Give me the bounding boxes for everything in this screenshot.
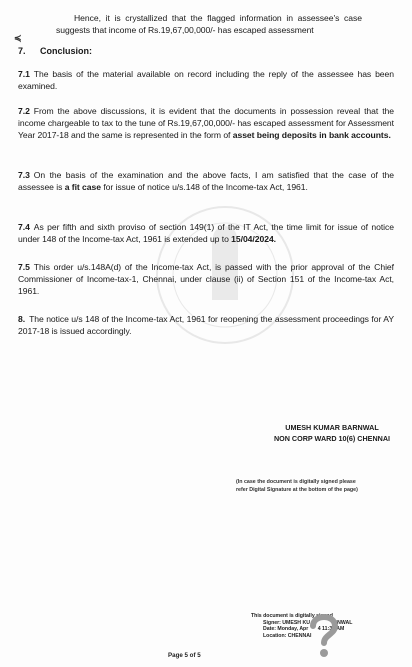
section-heading-conclusion (18, 46, 92, 56)
paragraph-text: This order u/s.148A(d) of the Income-tax Act, is passed with the prior approval of the Chief Commissioner of Income-tax-1, Chennai, under clause (ii) of Section 151 of the Income-tax Act, 1961. (18, 262, 394, 296)
dsig-date: Date: Monday, Apr (263, 626, 309, 633)
note-line-2: refer Digital Signature at the bottom of the page) (236, 486, 358, 493)
paragraph-text: On the basis of the examination and the above facts, I am satisfied that the case of the assessee is (18, 170, 394, 192)
dsig-signer: Signer: UMESH KU (263, 619, 310, 626)
margin-arrow-mark: ≼ (14, 33, 22, 43)
paragraph-8 (18, 313, 394, 337)
paragraph-7-5 (18, 261, 394, 297)
signatory-name: UMESH KUMAR BARNWAL (285, 423, 379, 432)
digital-signature-note (236, 479, 396, 494)
signatory-block (262, 422, 402, 444)
paragraph-text: The notice u/s 148 of the Income-tax Act, 1961 for reopening the assessment proceedings for AY 2017-18 is issued accordingly. (18, 314, 394, 336)
dsig-line-1: This document is digitally signed (251, 613, 333, 619)
note-line-1: (In case the document is digitally signed please (236, 479, 356, 485)
dsig-date-tail: 4 11:38 AM (317, 626, 345, 633)
paragraph-7-1 (18, 68, 394, 92)
paragraph-text: From the above discussions, it is evident that the documents in possession reveal that the income chargeable to tax to the tune of Rs.19,67,00,000/- has escaped assessment for Assessment Year 2017-18 and the same is represented in the form of (18, 106, 394, 140)
paragraph-bold-date: 15/04/2024. (231, 234, 277, 244)
paragraph-bold-text: a fit case (64, 182, 101, 192)
paragraph-number: 8. (18, 314, 26, 324)
paragraph-text: The basis of the material available on record including the reply of the assessee has been examined. (18, 69, 394, 91)
paragraph-7-4 (18, 221, 394, 245)
section-number: 7. (18, 46, 26, 56)
signatory-office: NON CORP WARD 10(6) CHENNAI (273, 434, 391, 443)
paragraph-7-2 (18, 105, 394, 141)
paragraph-text: As per fifth and sixth proviso of section 149(1) of the IT Act, the time limit for issue of notice under 148 of the Income-tax Act, 1961 is extended up to (18, 222, 394, 244)
paragraph-number: 7.3 (18, 170, 30, 180)
paragraph-number: 7.5 (18, 262, 30, 272)
intro-text: Hence, it is crystallized that the flagged information in assessee's case suggests that income of Rs.19,67,00,000/- has escaped assessment (56, 13, 362, 35)
intro-paragraph (56, 12, 362, 36)
dsig-signer-tail: RNWAL (333, 619, 353, 626)
page-footer (168, 652, 201, 659)
dsig-location: Location: CHENNAI (263, 632, 312, 639)
paragraph-bold-text: asset being deposits in bank accounts. (232, 130, 391, 140)
paragraph-number: 7.2 (18, 106, 30, 116)
signature-unverified-icon (305, 610, 343, 660)
paragraph-text-continued: for issue of notice u/s.148 of the Income-tax Act, 1961. (100, 182, 308, 192)
paragraph-number: 7.1 (18, 69, 30, 79)
paragraph-7-3 (18, 169, 394, 193)
section-title: Conclusion: (40, 46, 93, 56)
paragraph-number: 7.4 (18, 222, 30, 232)
page-number: Page 5 of 5 (168, 652, 201, 659)
